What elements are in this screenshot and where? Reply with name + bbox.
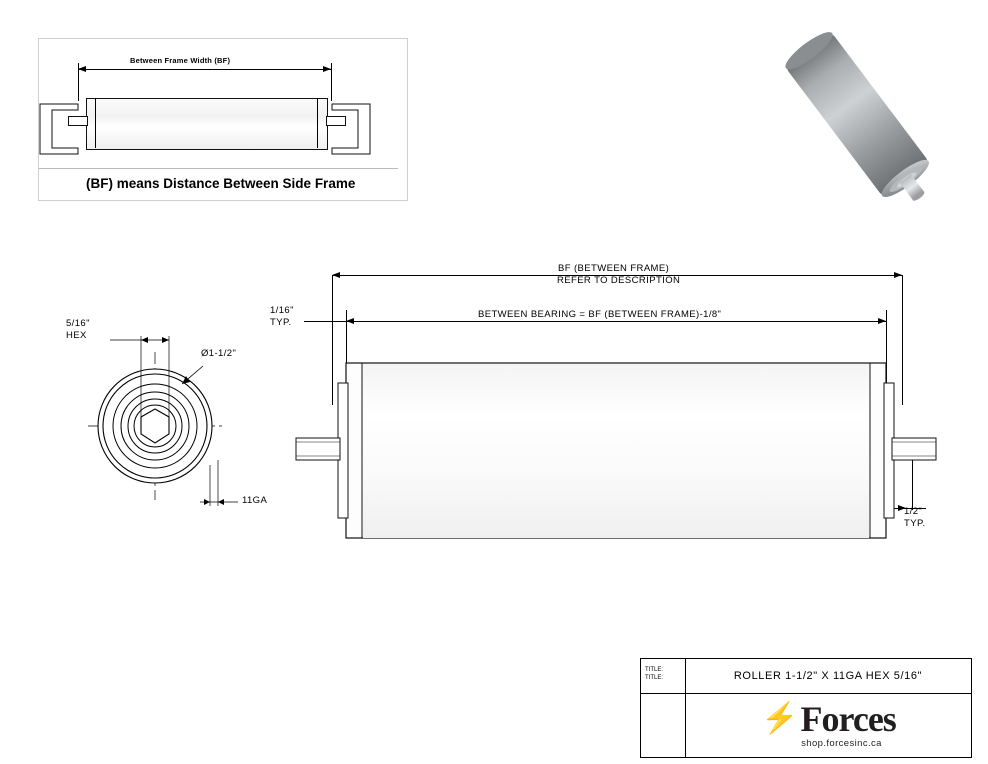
between-bearing-arrow-left xyxy=(346,318,354,324)
bf-dim-text-line1: BF (BETWEEN FRAME) xyxy=(558,263,670,274)
title-block-title-row xyxy=(641,659,971,694)
inset-side-frame-left xyxy=(38,90,82,168)
inset-roller-endline-left xyxy=(95,98,96,148)
bf-dim-arrow-left xyxy=(332,272,340,278)
title-block xyxy=(640,658,972,758)
inset-between-frame-diagram xyxy=(38,38,408,203)
inset-caption: (BF) means Distance Between Side Frame xyxy=(86,176,356,191)
lightning-bolt-icon: ⚡ xyxy=(761,702,799,735)
wall-thickness-label: 11GA xyxy=(242,495,268,506)
bf-dim-text-line2: REFER TO DESCRIPTION xyxy=(557,275,681,286)
title-block-label-line1: TITLE: xyxy=(645,667,664,673)
bf-dim-arrow-right xyxy=(894,272,902,278)
inset-dim-label: Between Frame Width (BF) xyxy=(130,56,231,65)
logo-wrap xyxy=(761,701,896,737)
title-block-label-line2: TITLE: xyxy=(645,675,664,681)
title-block-label-cell xyxy=(641,659,686,693)
inset-dim-arrow-left xyxy=(78,66,86,72)
roller-3d-svg xyxy=(735,30,965,210)
end-view xyxy=(66,310,300,530)
hex-size-label-line1: 5/16" xyxy=(66,318,90,329)
logo-wordmark: Forces xyxy=(800,699,896,739)
inset-dim-line xyxy=(78,69,331,70)
logo-website-url: shop.forcesinc.ca xyxy=(801,738,882,749)
inset-dim-arrow-right xyxy=(323,66,331,72)
inset-roller-endline-right xyxy=(317,98,318,148)
left-typ-label-line1: 1/16" xyxy=(270,305,294,316)
inset-roller-body xyxy=(86,98,328,150)
right-typ-label-line1: 1/2" xyxy=(904,506,923,517)
between-bearing-arrow-right xyxy=(878,318,886,324)
diameter-label: Ø1-1/2" xyxy=(201,348,237,359)
hex-size-label-line2: HEX xyxy=(66,330,87,341)
inset-left-border xyxy=(38,38,39,200)
roller-3d-render xyxy=(735,30,965,210)
inset-bottom-border xyxy=(38,200,408,201)
inset-side-frame-right xyxy=(328,90,372,168)
between-bearing-dim-line xyxy=(346,321,886,322)
left-typ-leader xyxy=(304,321,346,322)
brand-logo[interactable] xyxy=(685,693,971,757)
right-typ-label-line2: TYP. xyxy=(904,518,926,529)
inset-baseline xyxy=(38,168,398,169)
between-bearing-text: BETWEEN BEARING = BF (BETWEEN FRAME)-1/8" xyxy=(478,309,722,320)
title-block-title-text: ROLLER 1-1/2" X 11GA HEX 5/16" xyxy=(733,670,923,682)
roller-side-svg xyxy=(270,345,970,545)
left-typ-label-line2: TYP. xyxy=(270,317,292,328)
inset-right-border xyxy=(407,38,408,200)
inset-top-border xyxy=(38,38,408,39)
main-side-view xyxy=(270,250,970,560)
